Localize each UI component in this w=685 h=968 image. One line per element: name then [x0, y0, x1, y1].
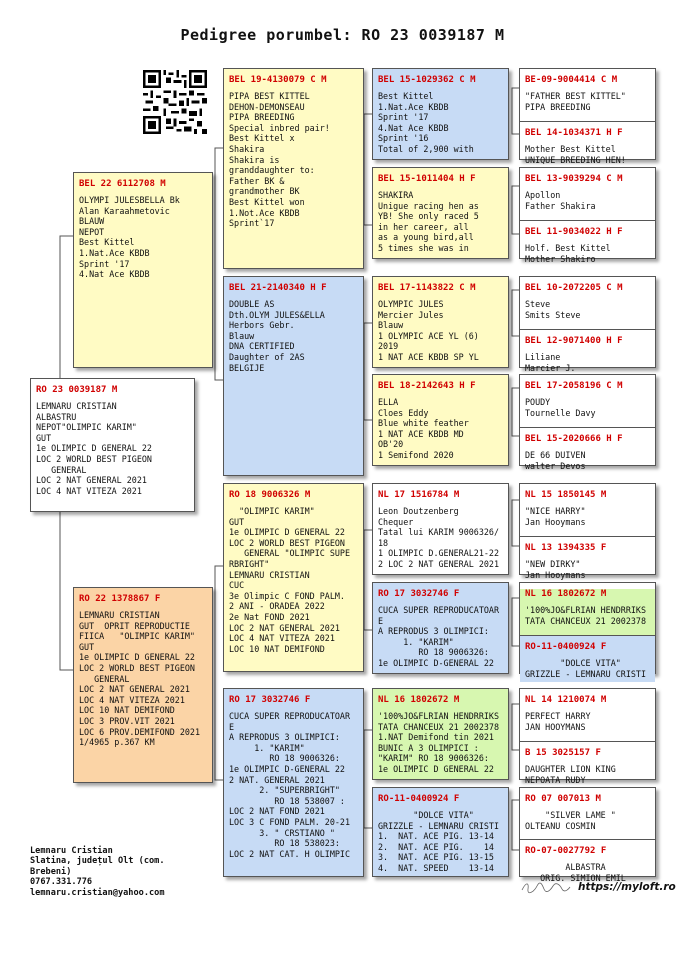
gggp-info: "FATHER BEST KITTEL" PIPA BREEDING — [525, 91, 626, 112]
owner-contact: Lemnaru Cristian Slatina, județul Olt (com. Brebeni) 0767.331.776 lemnaru.cristian@yahoo.com — [30, 846, 165, 898]
gggp-pair-6 — [519, 582, 656, 679]
gggp-info: "NEW DIRKY" Jan Hooymans — [525, 559, 586, 580]
gggp-id: BEL 11-9034022 H F — [525, 227, 623, 237]
sire-info: OLYMPI JULESBELLA Bk Alan Karaahmetovic BLAUW NEPOT Best Kittel 1.Nat.Ace KBDB Sprint '17 4.Nat Ace KBDB — [79, 195, 180, 280]
ggp-id: BEL 17-1143822 C M — [378, 283, 476, 293]
gggp-pair-5 — [519, 483, 656, 580]
gggp-info: Apollon Father Shakira — [525, 190, 596, 211]
gggp-info: Liliane Marcier J. — [525, 352, 576, 373]
granddam-sire-card — [223, 276, 364, 476]
grandsire-sire-id: BEL 19-4130079 C M — [229, 75, 327, 85]
sire-id: BEL 22 6112708 M — [79, 179, 166, 189]
ggp-card-7 — [372, 688, 509, 780]
gggp-info: POUDY Tournelle Davy — [525, 397, 596, 418]
gggp-pair-8 — [519, 787, 656, 883]
gggp-id: NL 16 1802672 M — [525, 589, 607, 599]
signature-image — [520, 880, 572, 894]
gggp-id: BEL 17-2058196 C M — [525, 381, 623, 391]
grandsire-dam-id: RO 18 9006326 M — [229, 490, 311, 500]
gggp-id: RO-11-0400924 F — [525, 642, 607, 652]
ggp-id: BEL 15-1011404 H F — [378, 174, 476, 184]
ggp-card-4 — [372, 374, 509, 466]
subject-info: LEMNARU CRISTIAN ALBASTRU NEPOT"OLIMPIC KARIM" GUT 1e OLIMPIC D GENERAL 22 LOC 2 WORLD BEST PIGEON GENERAL LOC 2 NAT GENERAL 2021 LOC 4 NAT VITEZA 2021 — [36, 401, 152, 496]
gggp-pair-3 — [519, 276, 656, 373]
grandsire-sire-card — [223, 68, 364, 269]
gggp-id: NL 14 1210074 M — [525, 695, 607, 705]
gggp-info: '100%JO&FLRIAN HENDRRIKS TATA CHANCEUX 21 2002378 — [525, 605, 647, 626]
gggp-info: Holf. Best Kittel Mother Shakiro — [525, 243, 611, 264]
ggp-card-1 — [372, 68, 509, 160]
gggp-info: DAUGHTER LION KING NEPOATA RUDY — [525, 764, 616, 785]
granddam-dam-id: RO 17 3032746 F — [229, 695, 311, 705]
granddam-dam-card — [223, 688, 364, 877]
gggp-id: RO-07-0027792 F — [525, 846, 607, 856]
ggp-id: RO 17 3032746 F — [378, 589, 460, 599]
granddam-sire-info: DOUBLE AS Dth.OLYM JULES&ELLA Herbors Gebr. Blauw DNA CERTIFIED Daughter of 2AS BELGIJE — [229, 299, 325, 373]
gggp-pair-4 — [519, 374, 656, 471]
ggp-card-3 — [372, 276, 509, 368]
subject-id: RO 23 0039187 M — [36, 385, 118, 395]
website-link[interactable]: https://myloft.ro — [578, 881, 676, 893]
ggp-id: NL 17 1516784 M — [378, 490, 460, 500]
gggp-pair-7 — [519, 688, 656, 785]
ggp-info: ELLA Cloes Eddy Blue white feather 1 NAT ACE KBDB MD OB'20 1 Semifond 2020 — [378, 397, 469, 460]
ggp-card-5 — [372, 483, 509, 575]
gggp-info: "NICE HARRY" Jan Hooymans — [525, 506, 586, 527]
gggp-info: "DOLCE VITA" GRIZZLE - LEMNARU CRISTI — [525, 658, 647, 679]
ggp-card-6 — [372, 582, 509, 674]
gggp-id: B 15 3025157 F — [525, 748, 601, 758]
gggp-info: PERFECT HARRY JAN HOOYMANS — [525, 711, 591, 732]
gggp-info: "SILVER LAME " OLTEANU COSMIN — [525, 810, 616, 831]
gggp-id: BE-09-9004414 C M — [525, 75, 618, 85]
gggp-pair-2 — [519, 167, 656, 264]
ggp-id: NL 16 1802672 M — [378, 695, 460, 705]
granddam-sire-id: BEL 21-2140340 H F — [229, 283, 327, 293]
grandsire-sire-info: PIPA BEST KITTEL DEHON-DEMONSEAU PIPA BREEDING Special inbred pair! Best Kittel x Shakira Shakira is granddaughter to: Father BK & grandmother BK Best Kittel won 1.Not.Ace KBDB Sprint`17 — [229, 91, 330, 229]
dam-info: LEMNARU CRISTIAN GUT OPRIT REPRODUCTIE FIICA "OLIMPIC KARIM" GUT 1e OLIMPIC D GENERAL 22 LOC 2 WORLD BEST PIGEON GENERAL LOC 2 NAT GENERAL 2021 LOC 4 NAT VITEZA 2021 LOC 10 NAT DEMIFOND LOC 3 PROV.VIT 2021 LOC 6 PROV.DEMIFOND 2021 1/4965 p.367 KM — [79, 610, 201, 748]
subject-card — [30, 378, 195, 512]
gggp-info: Mother Best Kittel UNIQUE BREEDING HEN! — [525, 144, 626, 165]
gggp-id: RO 07 007013 M — [525, 794, 601, 804]
gggp-id: BEL 12-9071400 H F — [525, 336, 623, 346]
gggp-info: ALBASTRA ORIG. SIMION EMIL — [540, 862, 626, 883]
ggp-info: "DOLCE VITA" GRIZZLE - LEMNARU CRISTI 1. NAT. ACE PIG. 13-14 2. NAT. ACE PIG. 14 3. NAT. ACE PIG. 13-15 4. NAT. SPEED 13-14 — [378, 810, 500, 873]
ggp-info: Best Kittel 1.Nat.Ace KBDB Sprint '17 4.Nat Ace KBDB Sprint '16 Total of 2,900 with — [378, 91, 474, 154]
dam-card — [73, 587, 213, 783]
sire-card — [73, 172, 213, 368]
gggp-id: NL 15 1850145 M — [525, 490, 607, 500]
gggp-id: BEL 13-9039294 C M — [525, 174, 623, 184]
ggp-info: '100%JO&FLRIAN HENDRRIKS TATA CHANCEUX 21 2002378 1.NAT Demifond tin 2021 BUNIC A 3 OLIMPICI : "KARIM" RO 18 9006326: 1e OLIMPIC D GENERAL 22 — [378, 711, 500, 774]
gggp-info: Steve Smits Steve — [525, 299, 581, 320]
page-title: Pedigree porumbel: RO 23 0039187 M — [180, 26, 505, 44]
ggp-id: BEL 18-2142643 H F — [378, 381, 476, 391]
ggp-info: SHAKIRA Unigue racing hen as YB! She only raced 5 in her career, all as a young bird,all 5 times she was in — [378, 190, 479, 253]
ggp-card-2 — [372, 167, 509, 259]
ggp-info: OLYMPIC JULES Mercier Jules Blauw 1 OLYMPIC ACE YL (6) 2019 1 NAT ACE KBDB SP YL — [378, 299, 479, 362]
grandsire-dam-card — [223, 483, 364, 672]
gggp-id: BEL 15-2020666 H F — [525, 434, 623, 444]
granddam-dam-info: CUCA SUPER REPRODUCATOAR E A REPRODUS 3 OLIMPICI: 1. "KARIM" RO 18 9006326: 1e OLIMPIC D-GENERAL 22 2 NAT. GENERAL 2021 2. "SUPERBRIGHT" RO 18 538007 : LOC 2 NAT FOND 2021 LOC 3 C FOND PALM. 20-21 3. " CRSTIANO " RO 18 538023: LOC 2 NAT CAT. H OLIMPIC — [229, 711, 351, 859]
ggp-id: RO-11-0400924 F — [378, 794, 460, 804]
gggp-id: BEL 10-2072205 C M — [525, 283, 623, 293]
gggp-id: NL 13 1394335 F — [525, 543, 607, 553]
gggp-id: BEL 14-1034371 H F — [525, 128, 623, 138]
dam-id: RO 22 1378867 F — [79, 594, 161, 604]
ggp-card-8 — [372, 787, 509, 877]
ggp-id: BEL 15-1029362 C M — [378, 75, 476, 85]
gggp-pair-1 — [519, 68, 656, 165]
gggp-info: DE 66 DUIVEN walter Devos — [525, 450, 586, 471]
ggp-info: CUCA SUPER REPRODUCATOAR E A REPRODUS 3 OLIMPICI: 1. "KARIM" RO 18 9006326: 1e OLIMPIC D-GENERAL 22 — [378, 605, 500, 668]
grandsire-dam-info: "OLIMPIC KARIM" GUT 1e OLIMPIC D GENERAL 22 LOC 2 WORLD BEST PIGEON GENERAL "OLIMPIC SUPE RBRIGHT" LEMNARU CRISTIAN CUC 3e Olimpic C FOND PALM. 2 ANI - ORADEA 2022 2e Nat FOND 2021 LOC 2 NAT GENERAL 2021 LOC 4 NAT VITEZA 2021 LOC 10 NAT DEMIFOND — [229, 506, 351, 654]
ggp-info: Leon Doutzenberg Chequer Tatal lui KARIM 9006326/ 18 1 OLIMPIC D.GENERAL21-22 2 LOC 2 NAT GENERAL 2021 — [378, 506, 500, 569]
